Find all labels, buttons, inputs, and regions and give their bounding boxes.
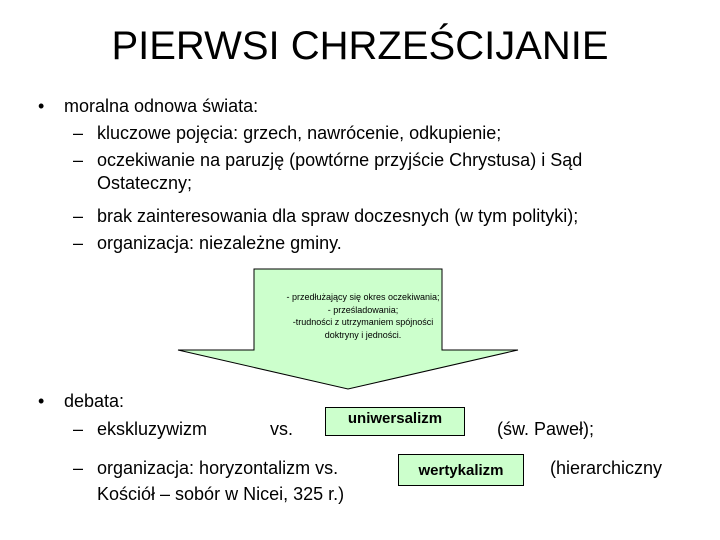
list-item: brak zainteresowania dla spraw doczesnych (w tym polityki);	[97, 206, 579, 226]
list-item: oczekiwanie na paruzję (powtórne przyjście Chrystusa) i Sąd	[97, 150, 583, 170]
dash-icon: –	[73, 206, 84, 226]
arrow-text	[257, 291, 469, 341]
arrow-line: doktryny i jedności.	[324, 329, 402, 340]
section2-heading: debata:	[64, 391, 125, 411]
page-title: PIERWSI CHRZEŚCIJANIE	[111, 24, 609, 68]
list-item: kluczowe pojęcia: grzech, nawrócenie, odkupienie;	[97, 123, 502, 143]
item-organizacja-cont: Kościół – sobór w Nicei, 325 r.)	[97, 484, 345, 504]
item-paul: (św. Paweł);	[497, 419, 595, 439]
arrow-line: - przedłużający się okres oczekiwania;	[286, 292, 440, 302]
bullet-icon: •	[38, 391, 45, 411]
dash-icon: –	[73, 233, 84, 253]
item-hierarchiczny: (hierarchiczny	[550, 458, 663, 478]
vs-label: vs.	[270, 419, 294, 439]
uniwersalizm-box: uniwersalizm	[325, 407, 465, 436]
list-item: organizacja: niezależne gminy.	[97, 233, 342, 253]
dash-icon: –	[73, 150, 84, 170]
section1-heading: moralna odnowa świata:	[64, 96, 259, 116]
item-ekskluzywizm: ekskluzywizm	[97, 419, 208, 439]
item-organizacja: organizacja: horyzontalizm vs.	[97, 458, 339, 478]
arrow-line: - prześladowania;	[327, 304, 399, 315]
dash-icon: –	[73, 123, 84, 143]
dash-icon: –	[73, 419, 84, 439]
list-item-continuation: Ostateczny;	[97, 173, 193, 193]
arrow-line: -trudności z utrzymaniem spójności	[292, 317, 434, 327]
dash-icon: –	[73, 458, 84, 478]
wertykalizm-box: wertykalizm	[398, 454, 524, 486]
bullet-icon: •	[38, 96, 45, 116]
